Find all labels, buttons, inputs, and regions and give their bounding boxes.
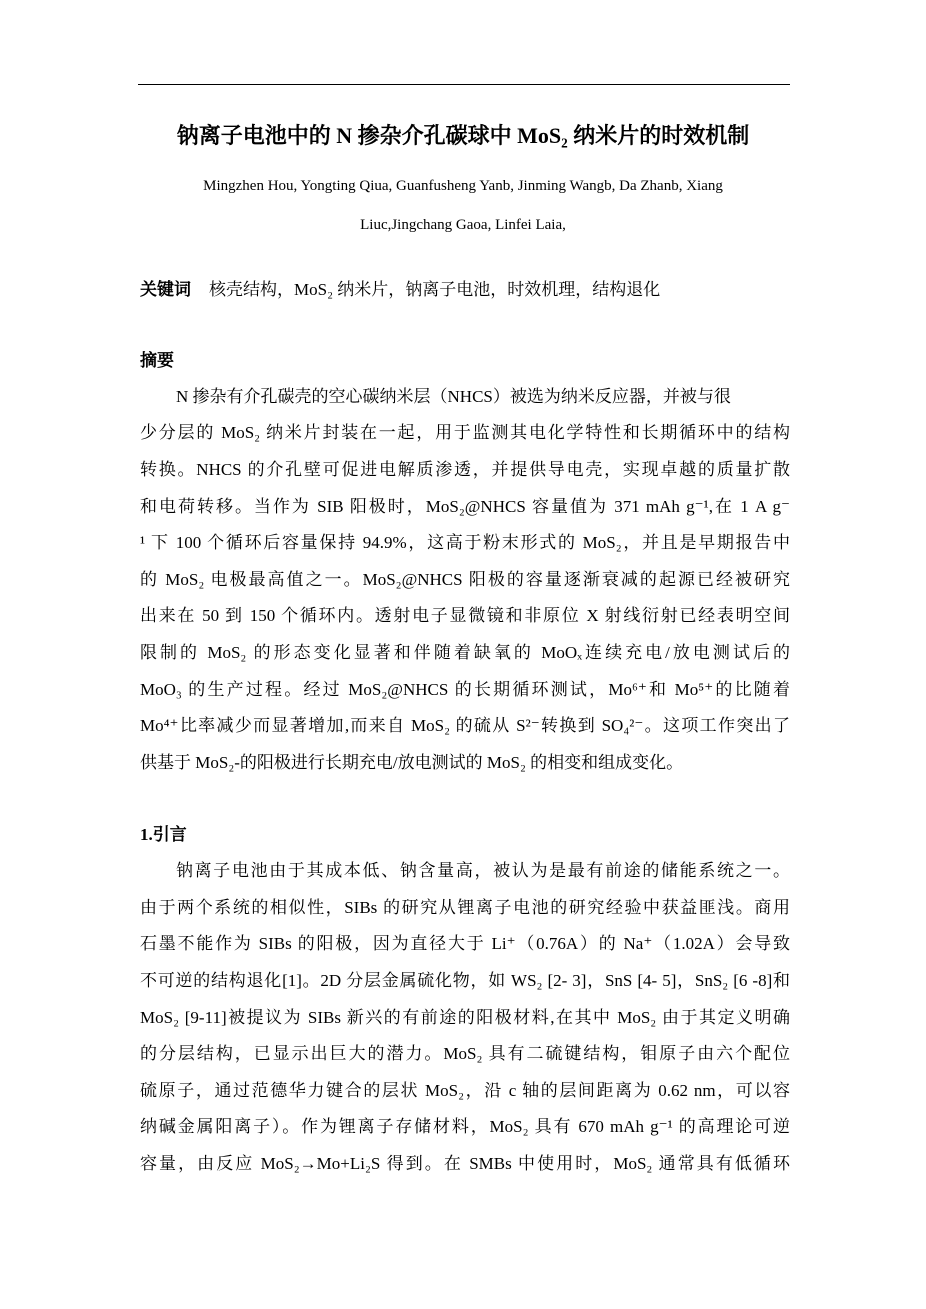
intro-line: 石墨不能作为 SIBs 的阳极，因为直径大于 Li⁺（0.76A）的 Na⁺（1.02A）会导致 xyxy=(140,934,790,953)
abstract-line: 供基于 MoS₂-的阳极进行长期充电/放电测试的 MoS₂ 的相变和组成变化。 xyxy=(140,753,684,772)
author-line: Mingzhen Hou, Yongting Qiua, Guanfusheng Yanb, Jinming Wangb, Da Zhanb, Xiang xyxy=(203,178,723,194)
intro-line: 纳碱金属阳离子）。作为锂离子存储材料，MoS₂ 具有 670 mAh g⁻¹ 的高理论可逆 xyxy=(140,1117,790,1136)
abstract-line: 出来在 50 到 150 个循环内。透射电子显微镜和非原位 X 射线衍射已经表明空间 xyxy=(140,606,790,625)
abstract-line: 转换。NHCS 的介孔壁可促进电解质渗透，并提供导电壳，实现卓越的质量扩散 xyxy=(140,460,790,479)
intro-line: 不可逆的结构退化[1]。2D 分层金属硫化物，如 WS₂ [2- 3]，SnS [4- 5]，SnS₂ [6 -8]和 xyxy=(140,971,790,990)
abstract-line: Mo⁴⁺比率减少而显著增加,而来自 MoS₂ 的硫从 S²⁻转换到 SO₄²⁻。这项工作突出了 xyxy=(140,716,790,735)
abstract-line: ¹ 下 100 个循环后容量保持 94.9%，这高于粉末形式的 MoS₂，并且是早期报告中 xyxy=(140,533,790,552)
intro-heading: 1.引言 xyxy=(140,825,187,844)
intro-line: MoS₂ [9-11]被提议为 SIBs 新兴的有前途的阳极材料,在其中 MoS₂ 由于其定义明确 xyxy=(140,1008,790,1027)
intro-line: 硫原子，通过范德华力键合的层状 MoS₂，沿 c 轴的层间距离为 0.62 nm，可以容 xyxy=(140,1081,790,1100)
header-rule xyxy=(138,84,790,85)
abstract-line: MoO₃ 的生产过程。经过 MoS₂@NHCS 的长期循环测试，Mo⁶⁺和 Mo⁵⁺的比随着 xyxy=(140,680,790,699)
intro-line: 钠离子电池由于其成本低、钠含量高，被认为是最有前途的储能系统之一。 xyxy=(176,861,790,880)
author-list xyxy=(150,167,776,245)
keywords-text: 核壳结构，MoS₂ 纳米片，钠离子电池，时效机理，结构退化 xyxy=(209,280,661,299)
keywords-label: 关键词 xyxy=(140,280,191,299)
abstract-heading: 摘要 xyxy=(140,351,174,370)
keywords xyxy=(140,275,660,305)
abstract-line: N 掺杂有介孔碳壳的空心碳纳米层（NHCS）被选为纳米反应器，并被与很 xyxy=(176,387,731,406)
intro-line: 容量，由反应 MoS₂→Mo+Li₂S 得到。在 SMBs 中使用时，MoS₂ 通常具有低循环 xyxy=(140,1154,790,1173)
abstract-line: 少分层的 MoS₂ 纳米片封装在一起，用于监测其电化学特性和长期循环中的结构 xyxy=(140,423,790,442)
abstract-line: 限制的 MoS₂ 的形态变化显著和伴随着缺氧的 MoOₓ连续充电/放电测试后的 xyxy=(140,643,790,662)
intro-line: 由于两个系统的相似性，SIBs 的研究从锂离子电池的研究经验中获益匪浅。商用 xyxy=(140,898,790,917)
paper-title: 钠离子电池中的 N 掺杂介孔碳球中 MoS₂ 纳米片的时效机制 xyxy=(176,123,750,148)
author-line: Liuc,Jingchang Gaoa, Linfei Laia, xyxy=(360,217,566,233)
intro-line: 的分层结构，已显示出巨大的潜力。MoS₂ 具有二硫键结构，钼原子由六个配位 xyxy=(140,1044,790,1063)
abstract-line: 和电荷转移。当作为 SIB 阳极时，MoS₂@NHCS 容量值为 371 mAh g⁻¹,在 1 A g⁻ xyxy=(140,497,790,516)
abstract-line: 的 MoS₂ 电极最高值之一。MoS₂@NHCS 阳极的容量逐渐衰减的起源已经被研究 xyxy=(140,570,790,589)
